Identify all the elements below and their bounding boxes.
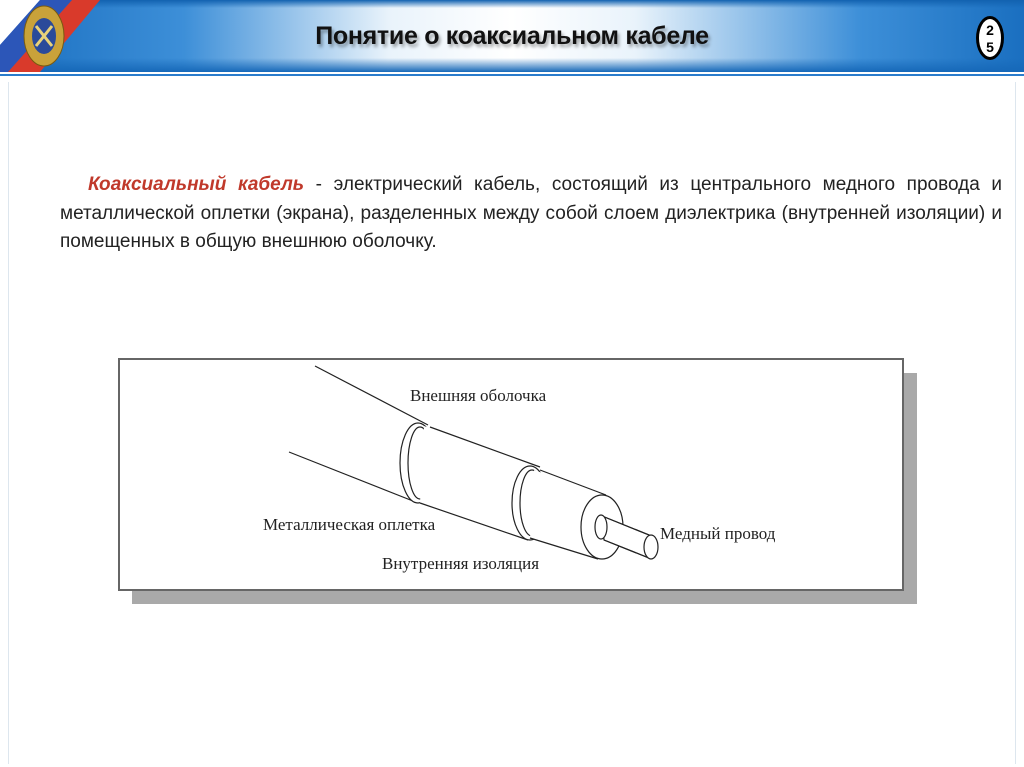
label-metal-braid: Металлическая оплетка	[263, 515, 436, 534]
page-number-top: 2	[986, 22, 994, 38]
label-copper-wire: Медный провод	[660, 524, 776, 543]
label-outer-jacket: Внешняя оболочка	[410, 386, 547, 405]
label-inner-insulation: Внутренняя изоляция	[382, 554, 540, 573]
page-title: Понятие о коаксиальном кабеле	[315, 22, 709, 50]
page-number-bottom: 5	[986, 39, 994, 55]
definition-text: - электрический кабель, состоящий из центрального медного провода и металлической оплетки (экрана), разделенных между собой слоем диэлектрика (внутренней изоляции) и помещенных в общую внешнюю оболочку.	[60, 174, 1003, 252]
definition-term: Коаксиальный кабель	[88, 174, 305, 195]
